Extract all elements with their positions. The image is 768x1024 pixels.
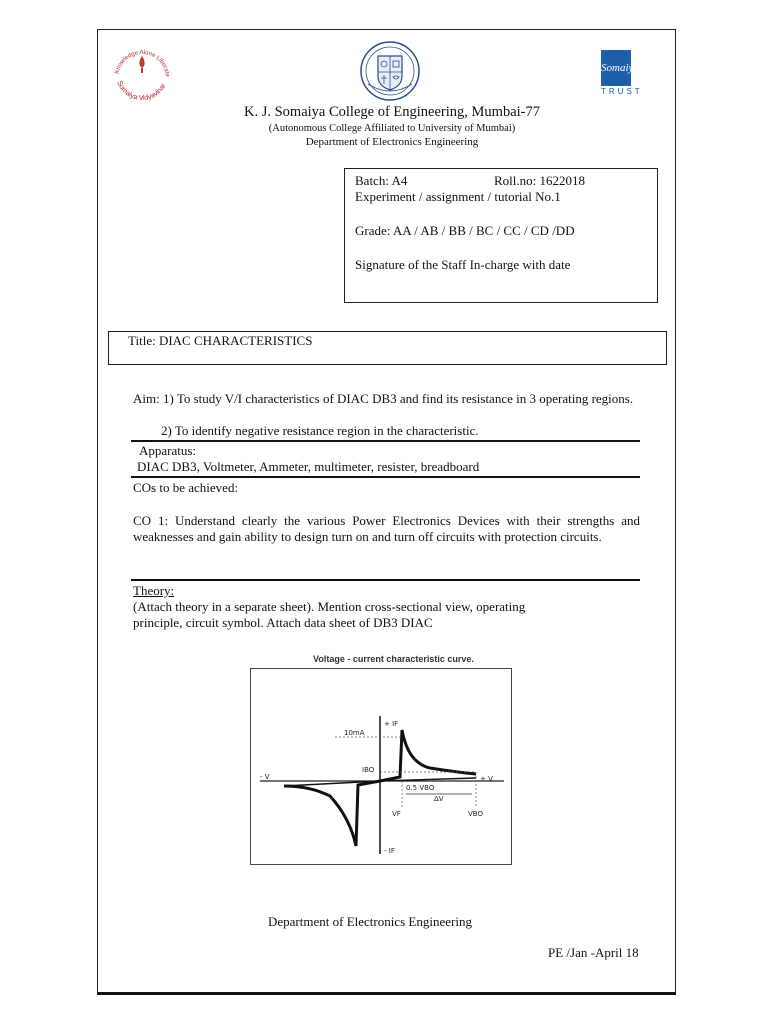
label-delta-v: ΔV	[434, 795, 444, 803]
label-vf: VF	[392, 810, 401, 818]
co1-text: CO 1: Understand clearly the various Power Electronics Devices with their strengths and weaknesses and gain ability to design turn on and turn off circuits with protection circuits.	[133, 513, 640, 544]
cos-heading: COs to be achieved:	[133, 480, 239, 495]
college-name: K. J. Somaiya College of Engineering, Mumbai-77	[244, 104, 540, 120]
label-if-positive: + IF	[384, 720, 399, 728]
aim-text-2: 2) To identify negative resistance region in the characteristic.	[161, 423, 479, 438]
grade-options: Grade: AA / AB / BB / BC / CC / CD /DD	[355, 223, 575, 238]
experiment-number: Experiment / assignment / tutorial No.1	[355, 189, 561, 204]
aim-text: Aim: 1) To study V/I characteristics of DIAC DB3 and find its resistance in 3 operating regions.	[133, 391, 634, 406]
figure-caption: Voltage - current characteristic curve.	[313, 654, 474, 664]
label-ibo: IBO	[362, 766, 375, 774]
apparatus-list: DIAC DB3, Voltmeter, Ammeter, multimeter, resister, breadboard	[137, 459, 480, 474]
somaiya-vidyavihar-logo	[108, 44, 176, 102]
theory-text-2: principle, circuit symbol. Attach data sheet of DB3 DIAC	[133, 615, 433, 630]
label-v-negative: - V	[260, 773, 270, 781]
divider	[131, 476, 640, 478]
divider	[131, 440, 640, 442]
diac-vi-characteristic-figure	[250, 668, 512, 865]
logo-right-brand: Somaiya	[601, 50, 631, 86]
apparatus-heading: Apparatus:	[139, 443, 197, 458]
label-v-positive: + V	[480, 775, 493, 783]
svg-text:Knowledge Alone Liberates	[108, 44, 170, 78]
figure-frame	[251, 669, 512, 865]
logo-left-bottom-text: Somaiya Vidyavihar	[115, 80, 168, 102]
college-affiliation: (Autonomous College Affiliated to University of Mumbai)	[268, 123, 516, 134]
footer-date-code: PE /Jan -April 18	[548, 945, 639, 960]
footer-department: Department of Electronics Engineering	[268, 914, 472, 929]
theory-heading: Theory:	[133, 583, 175, 598]
roll-number: Roll.no: 1622018	[494, 173, 586, 188]
label-vbo: VBO	[468, 810, 483, 818]
label-if-negative: - IF	[384, 847, 395, 855]
experiment-title: Title: DIAC CHARACTERISTICS	[128, 333, 313, 348]
staff-signature-line: Signature of the Staff In-charge with date	[355, 257, 571, 272]
batch-label: Batch: A4	[355, 173, 408, 188]
somaiya-trust-logo	[601, 50, 659, 98]
label-05-vbo: 0.5 VBO	[406, 784, 435, 792]
department-heading: Department of Electronics Engineering	[305, 136, 479, 148]
theory-text-1: (Attach theory in a separate sheet). Mention cross-sectional view, operating	[133, 599, 526, 614]
logo-left-top-text: Knowledge Alone Liberate	[114, 49, 171, 78]
divider	[131, 579, 640, 581]
label-10ma: 10mA	[344, 729, 365, 737]
college-crest-logo	[358, 40, 422, 102]
logo-right-sub: TRUST	[601, 87, 643, 96]
svg-text:Somaiya Vidyavihar	[115, 80, 167, 102]
